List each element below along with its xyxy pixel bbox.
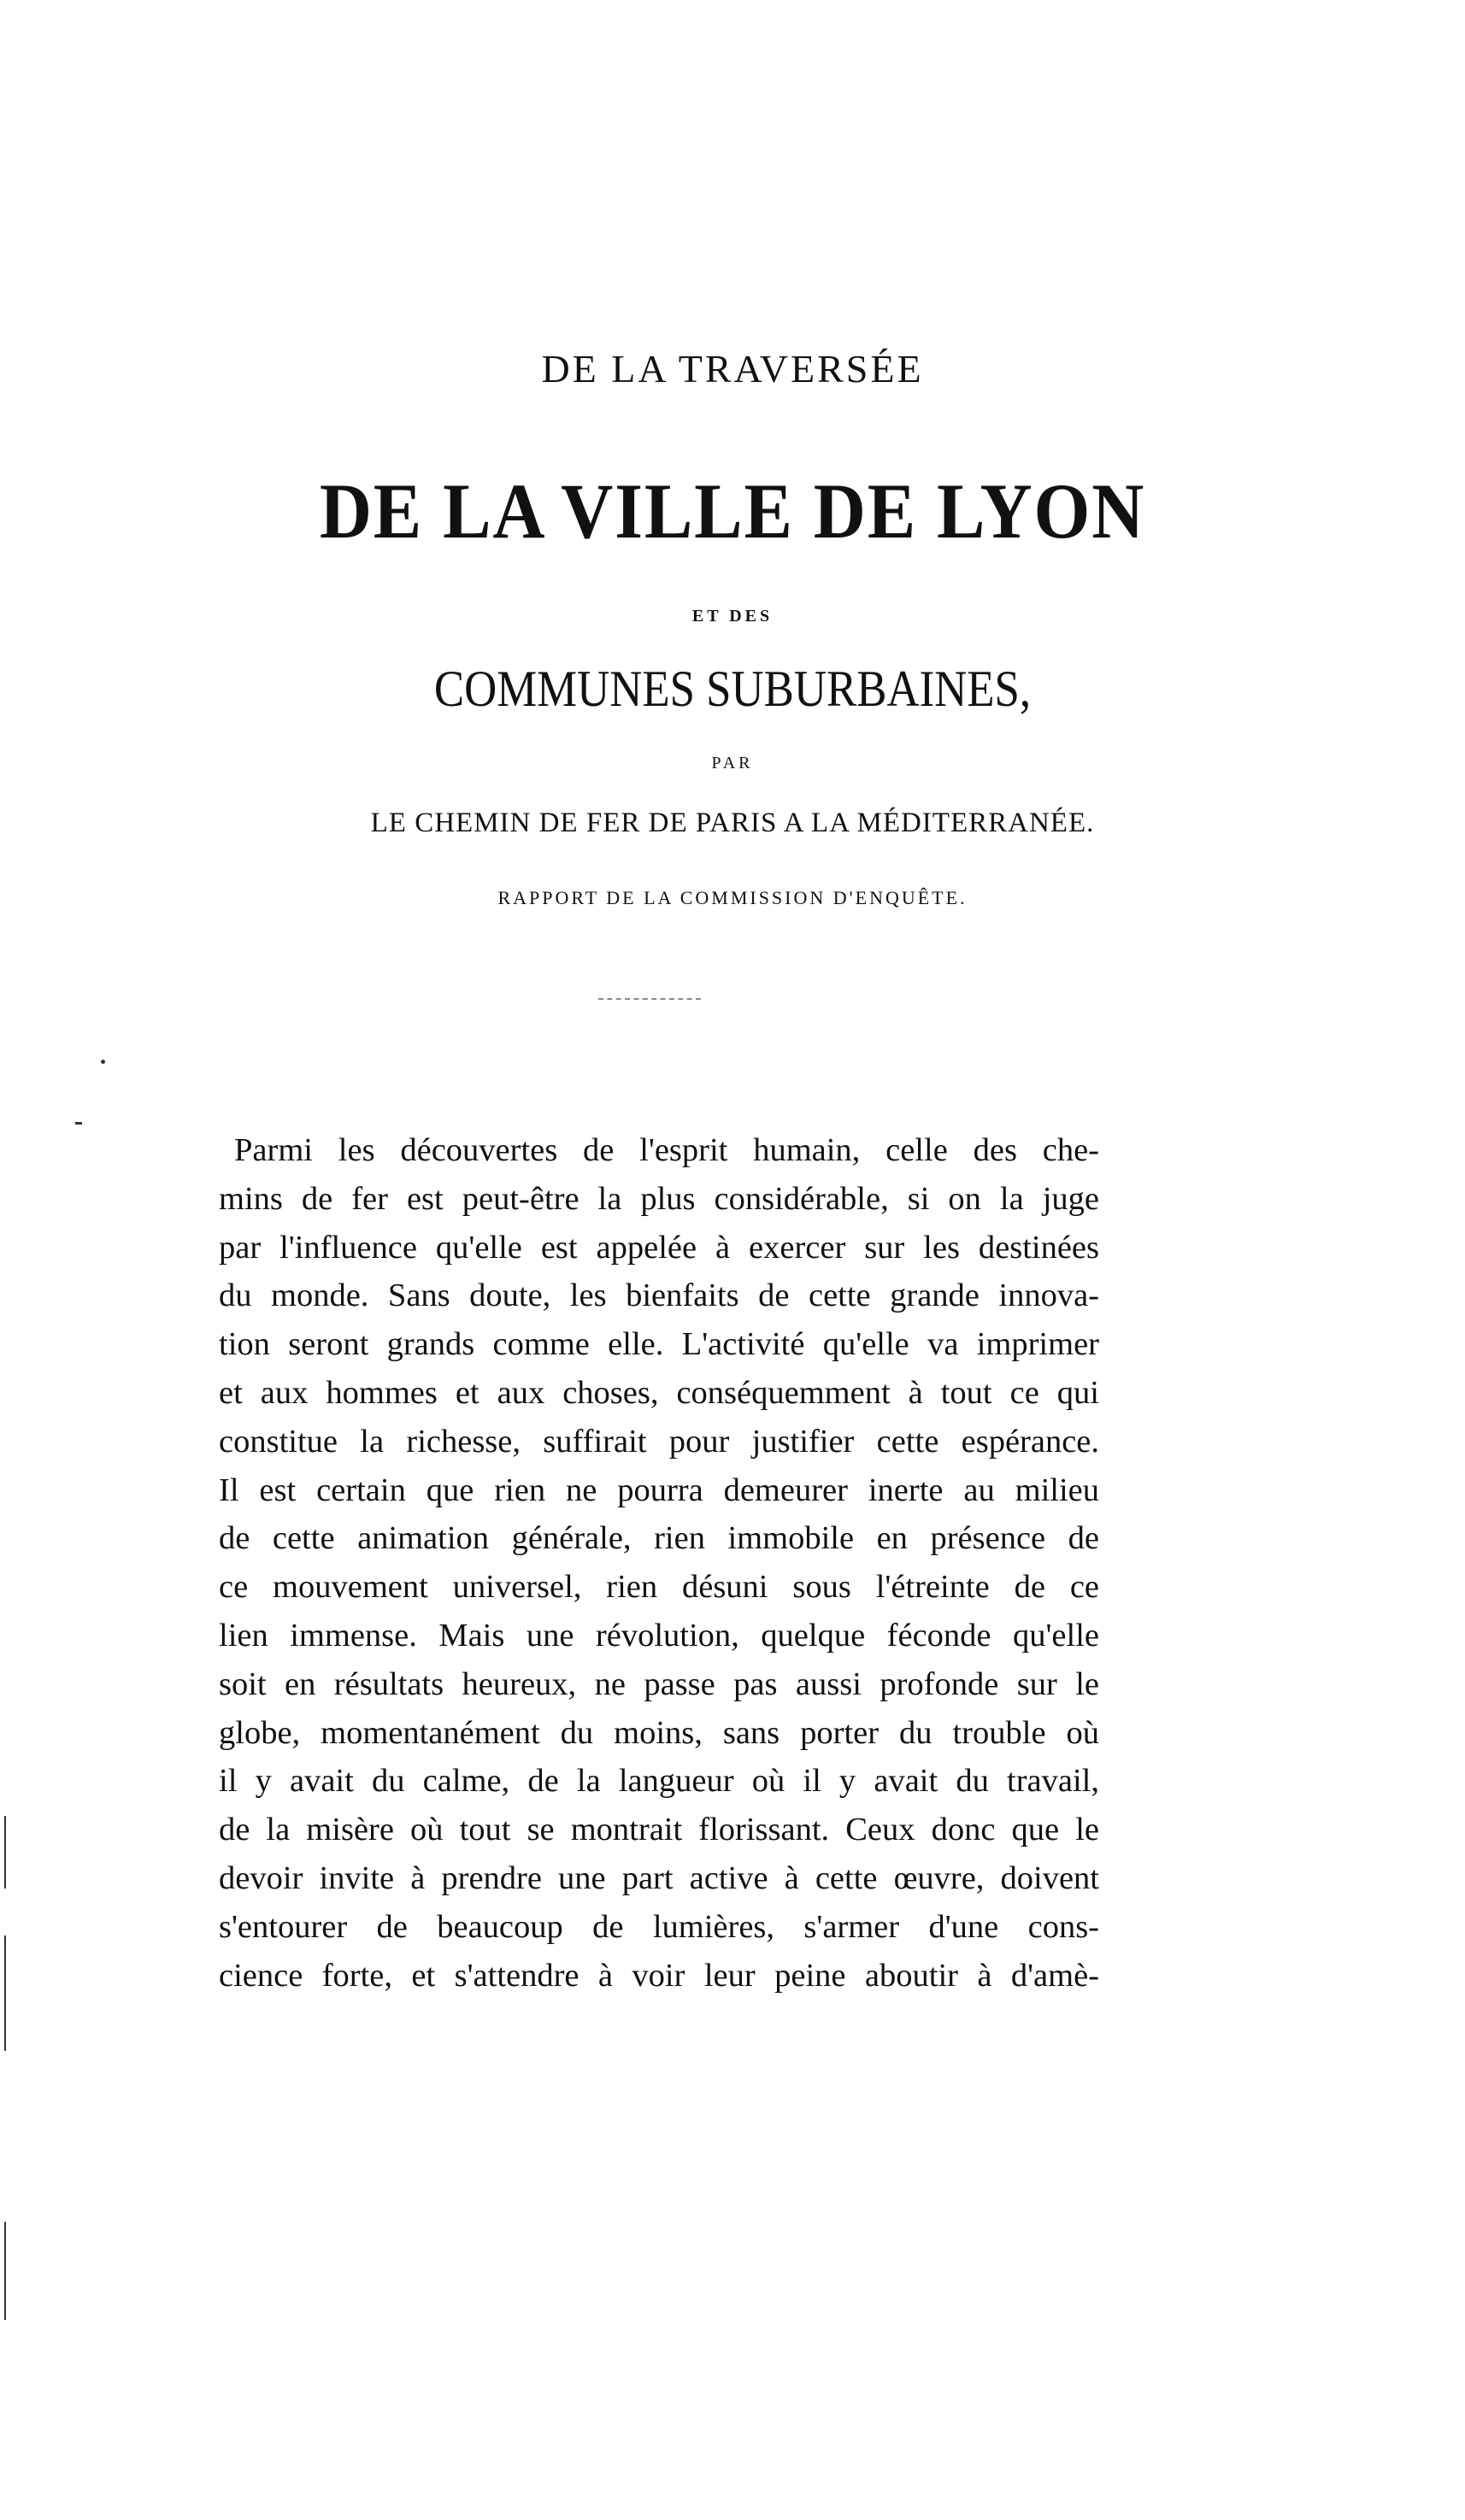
- main-title: DE LA VILLE DE LYON: [319, 467, 1146, 555]
- pre-title: DE LA TRAVERSÉE: [541, 347, 924, 391]
- body-paragraph: [219, 1126, 1099, 2000]
- connector-et-des: ET DES: [691, 607, 774, 626]
- body-line: et aux hommes et aux choses, conséquemment à tout ce qui: [219, 1374, 1099, 1411]
- ornament-divider: [598, 998, 701, 1002]
- body-line: mins de fer est peut-être la plus considérable, si on la juge: [219, 1180, 1099, 1217]
- scan-speck: [101, 1060, 105, 1064]
- scan-margin-line: [4, 1936, 6, 2051]
- body-line: s'entourer de beaucoup de lumières, s'armer d'une cons-: [219, 1908, 1099, 1945]
- scan-margin-line: [4, 1816, 6, 1889]
- scan-margin-line: [4, 2222, 6, 2320]
- body-line: de cette animation générale, rien immobile en présence de: [219, 1520, 1099, 1557]
- body-line: par l'influence qu'elle est appelée à exercer sur les destinées: [219, 1229, 1099, 1266]
- body-line: de la misère où tout se montrait florissant. Ceux donc que le: [219, 1812, 1099, 1848]
- body-line: devoir invite à prendre une part active à cette œuvre, doivent: [219, 1859, 1099, 1896]
- body-line: tion seront grands comme elle. L'activité qu'elle va imprimer: [219, 1326, 1099, 1363]
- body-line: lien immense. Mais une révolution, quelque féconde qu'elle: [219, 1617, 1099, 1654]
- body-line: du monde. Sans doute, les bienfaits de cette grande innova-: [219, 1278, 1099, 1314]
- body-line: constitue la richesse, suffirait pour justifier cette espérance.: [219, 1423, 1099, 1460]
- report-title: RAPPORT DE LA COMMISSION D'ENQUÊTE.: [497, 887, 968, 908]
- body-line: globe, momentanément du moins, sans porter du trouble où: [219, 1714, 1099, 1751]
- body-line: cience forte, et s'attendre à voir leur peine aboutir à d'amè-: [219, 1957, 1099, 1994]
- railway-line-title: LE CHEMIN DE FER DE PARIS A LA MÉDITERRANÉE.: [370, 808, 1095, 838]
- body-line: ce mouvement universel, rien désuni sous l'étreinte de ce: [219, 1569, 1099, 1606]
- body-line: il y avait du calme, de la langueur où il y avait du travail,: [219, 1763, 1099, 1800]
- body-line: Parmi les découvertes de l'esprit humain, celle des che-: [234, 1132, 1099, 1168]
- subtitle: COMMUNES SUBURBAINES,: [433, 661, 1032, 717]
- connector-par: PAR: [711, 754, 754, 772]
- body-line: Il est certain que rien ne pourra demeurer inerte au milieu: [219, 1471, 1099, 1508]
- scan-speck: [75, 1122, 82, 1125]
- body-line: soit en résultats heureux, ne passe pas aussi profonde sur le: [219, 1665, 1099, 1702]
